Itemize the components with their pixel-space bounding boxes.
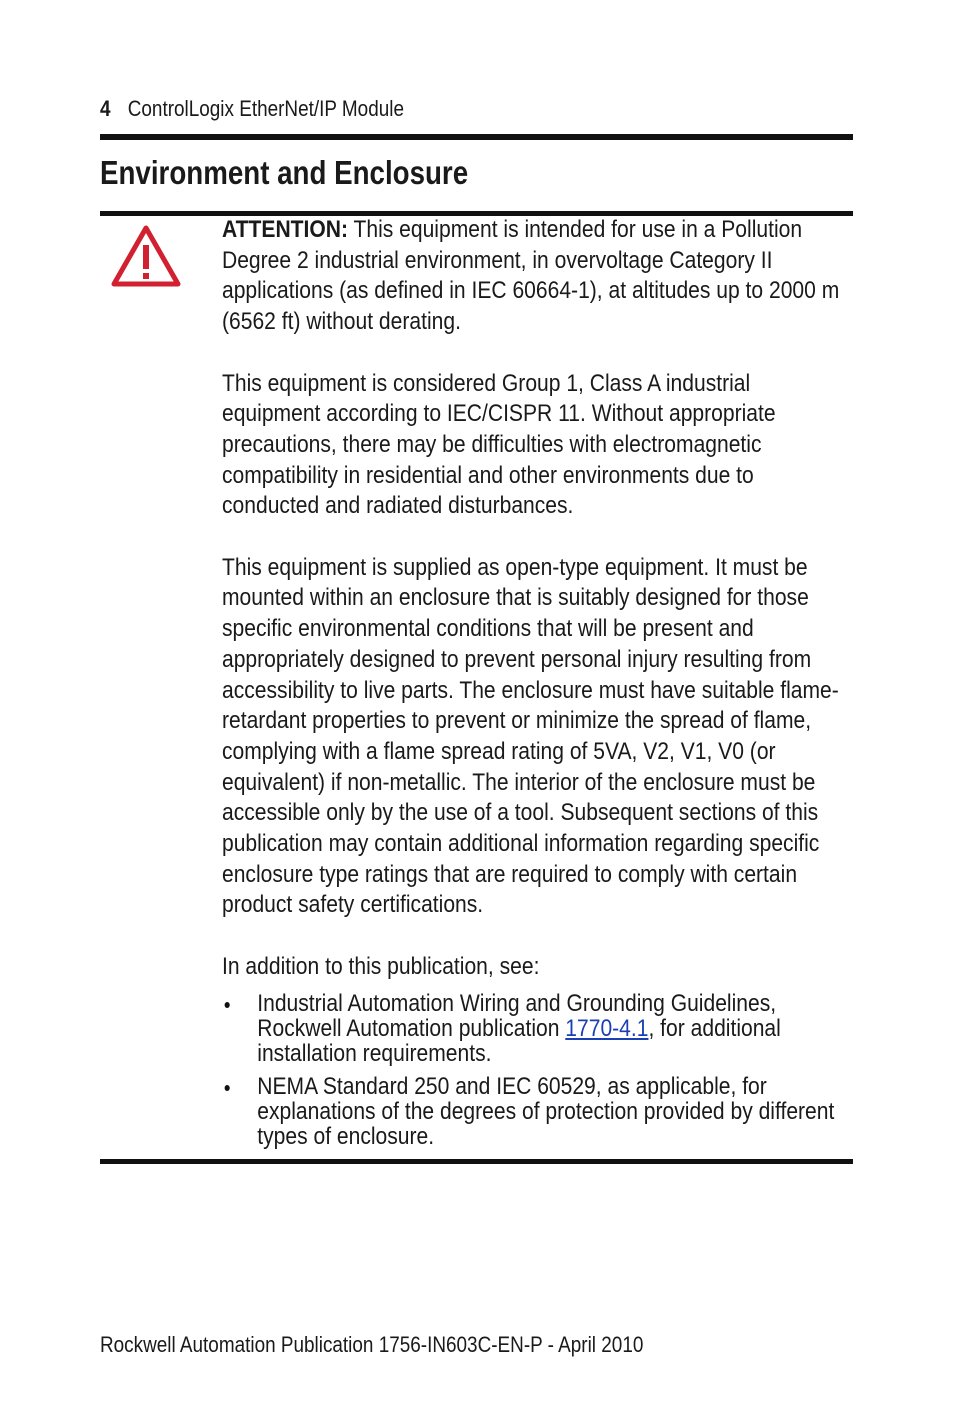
header-rule [100, 134, 853, 140]
attention-paragraph-1: ATTENTION: This equipment is intended for use in a Pollution Degree 2 industrial environment, in overvoltage Category II applications (as defined in IEC 60664-1), at altitudes up to 2000 m (6562 ft) without derating. [222, 216, 840, 336]
reference-list [222, 991, 848, 1149]
page-number: 4 [100, 96, 111, 121]
list-item: NEMA Standard 250 and IEC 60529, as applicable, for explanations of the degrees of protection provided by different types of enclosure. [222, 1074, 848, 1149]
warning-triangle-icon [111, 225, 181, 287]
section-title: Environment and Enclosure [100, 154, 469, 191]
running-title: ControlLogix EtherNet/IP Module [127, 96, 404, 121]
page-footer: Rockwell Automation Publication 1756-IN603C-EN-P - April 2010 [100, 1332, 644, 1357]
running-header [100, 94, 404, 124]
attention-bottom-rule [100, 1159, 853, 1164]
attention-paragraph-4: In addition to this publication, see: [222, 952, 540, 980]
attention-body [222, 215, 848, 1157]
publication-link[interactable]: 1770-4.1 [565, 1014, 649, 1042]
bullet-icon [225, 1002, 230, 1008]
bullet-icon [225, 1085, 230, 1091]
attention-paragraph-2: This equipment is considered Group 1, Class A industrial equipment according to IEC/CISPR 11. Without appropriate precautions, there may be difficulties with electromagnetic compatibility in residential and other environments due to conducted and radiated disturbances. [222, 369, 776, 520]
attention-label: ATTENTION: [222, 216, 349, 243]
attention-paragraph-3: This equipment is supplied as open-type equipment. It must be mounted within an enclosure that is suitably designed for those specific environmental conditions that will be present and appropriately designed to prevent personal injury resulting from accessibility to live parts. The enclosure must have suitable flame-retardant properties to prevent or minimize the spread of flame, complying with a flame spread rating of 5VA, V2, V1, V0 (or equivalent) if non-metallic. The interior of the enclosure must be accessible only by the use of a tool. Subsequent sections of this publication may contain additional information regarding specific enclosure type ratings that are required to comply with certain product safety certifications. [222, 553, 839, 919]
list-item: Industrial Automation Wiring and Grounding Guidelines, Rockwell Automation publication 1770-4.1, for additional installation requirements. [222, 991, 848, 1066]
